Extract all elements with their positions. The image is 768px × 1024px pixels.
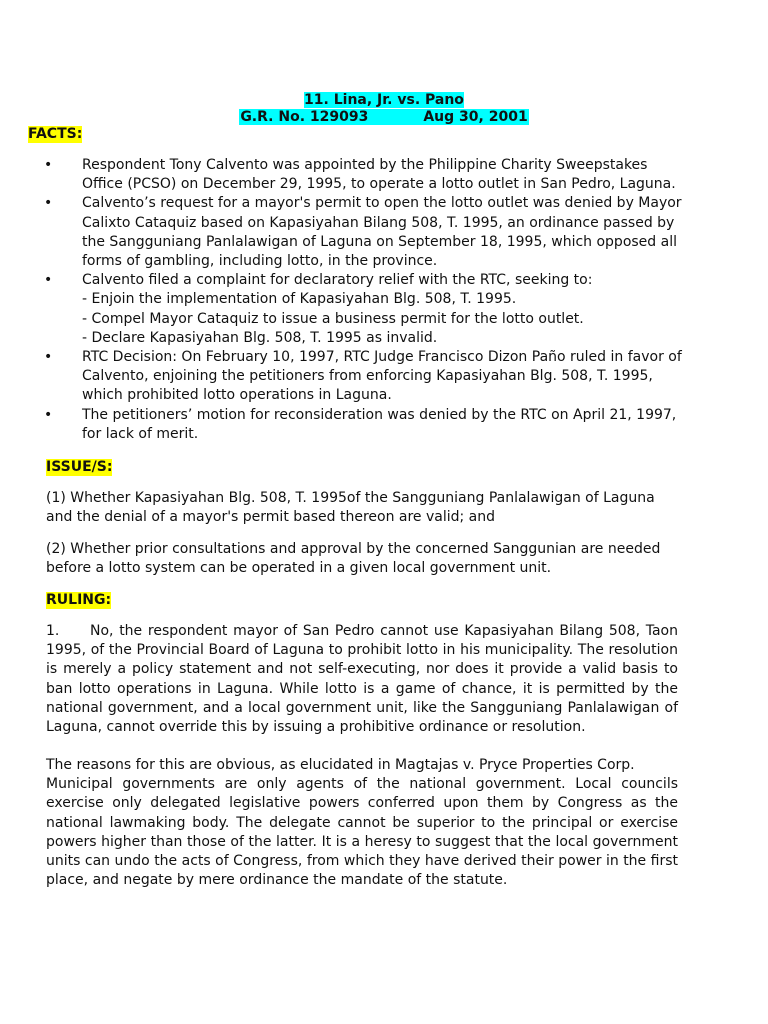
issue-paragraph: (2) Whether prior consultations and approval by the concerned Sanggunian are needed before a lotto system can be operated in a given local government unit. [46, 541, 661, 577]
ruling-number: 1. [46, 623, 60, 639]
fact-text: Calvento’s request for a mayor's permit to open the lotto outlet was denied by Mayor Calixto Cataquiz based on Kapasiyahan Bilang 508, T. 1995, an ordinance passed by the Sangguniang Panlalawigan of Laguna on September 18, 1995, which opposed all forms of gambling, including lotto, in the province. [82, 195, 682, 270]
bullet-icon: • [44, 406, 53, 423]
fact-text: Calvento filed a complaint for declaratory relief with the RTC, seeking to: [82, 272, 593, 289]
ruling-paragraph [46, 622, 678, 737]
ruling-heading: RULING: [46, 592, 112, 608]
issues-heading: ISSUE/S: [46, 459, 113, 475]
facts-list-item [44, 194, 684, 271]
bullet-icon: • [44, 272, 53, 289]
case-gr-number: G.R. No. 129093 [240, 109, 369, 125]
facts-list-item [44, 271, 684, 348]
facts-heading: FACTS: [28, 126, 83, 142]
bullet-icon: • [44, 195, 53, 212]
facts-list-item [44, 156, 684, 194]
fact-text: The petitioners’ motion for reconsideration was denied by the RTC on April 21, 1997, for lack of merit. [82, 406, 677, 442]
fact-sub-item: - Compel Mayor Cataquiz to issue a business permit for the lotto outlet. [82, 310, 584, 327]
ruling-reason-text: Municipal governments are only agents of the national government. Local councils exercise only delegated legislative powers conferred upon them by Congress as the national lawmaking body. The delegate cannot be superior to the principal or exercise powers higher than those of the latter. It is a heresy to suggest that the local government units can undo the acts of Congress, from which they have derived their power in the first place, and negate by mere ordinance the mandate of the statute. [46, 776, 678, 889]
case-title-line [0, 92, 768, 109]
issue-paragraph: (1) Whether Kapasiyahan Blg. 508, T. 1995of the Sangguniang Panlalawigan of Laguna and the denial of a mayor's permit based thereon are valid; and [46, 490, 655, 526]
case-title: 11. Lina, Jr. vs. Pano [304, 92, 464, 108]
ruling-text: No, the respondent mayor of San Pedro cannot use Kapasiyahan Bilang 508, Taon 1995, of the Provincial Board of Laguna to prohibit lotto in his municipality. The resolution is merely a policy statement and not self-executing, nor does it provide a valid basis to ban lotto operations in Laguna. While lotto is a game of chance, it is permitted by the national government, and a local government unit, like the Sangguniang Panlalawigan of Laguna, cannot override this by issuing a prohibitive ordinance or resolution. [46, 623, 678, 736]
fact-text: Respondent Tony Calvento was appointed by the Philippine Charity Sweepstakes Office (PCSO) on December 29, 1995, to operate a lotto outlet in San Pedro, Laguna. [82, 157, 676, 193]
fact-text: RTC Decision: On February 10, 1997, RTC Judge Francisco Dizon Paño ruled in favor of Calvento, enjoining the petitioners from enforcing Kapasiyahan Blg. 508, T. 1995, which prohibited lotto operations in Laguna. [82, 349, 682, 404]
bullet-icon: • [44, 157, 53, 173]
facts-list [44, 156, 684, 444]
facts-list-item [44, 348, 684, 406]
case-citation-highlight [239, 109, 528, 125]
case-date: Aug 30, 2001 [423, 109, 528, 125]
bullet-icon: • [44, 349, 53, 366]
ruling-paragraph [46, 756, 678, 890]
case-citation-line [0, 109, 768, 126]
facts-list-item [44, 406, 684, 444]
fact-sub-item: - Declare Kapasiyahan Blg. 508, T. 1995 as invalid. [82, 329, 438, 346]
ruling-reason-intro: The reasons for this are obvious, as elucidated in Magtajas v. Pryce Properties Corp. [46, 757, 635, 773]
fact-sub-item: - Enjoin the implementation of Kapasiyahan Blg. 508, T. 1995. [82, 291, 517, 308]
